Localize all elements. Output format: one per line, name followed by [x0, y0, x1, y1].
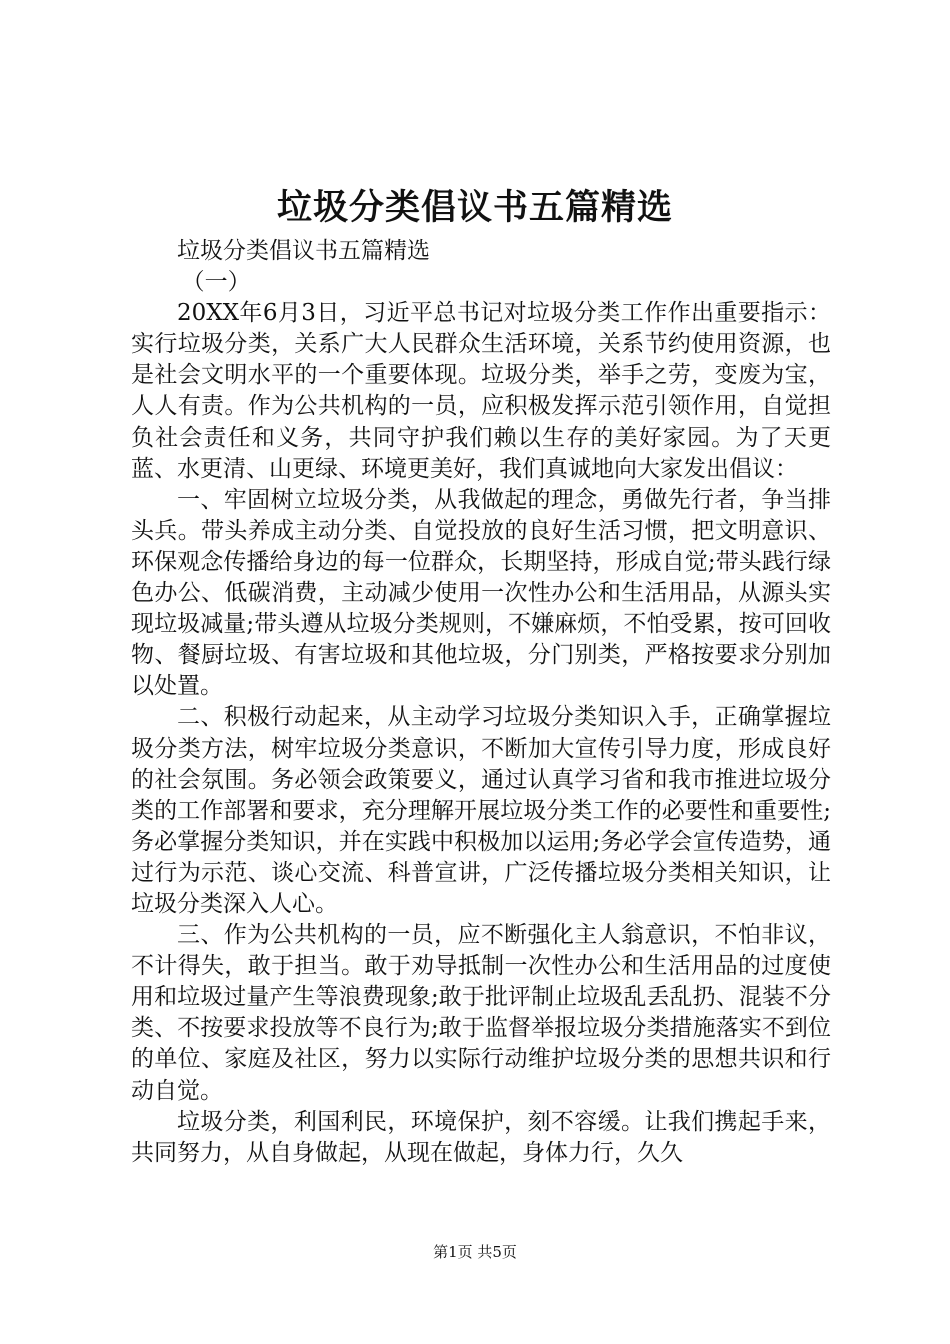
page-footer: 第1页 共5页	[433, 1243, 517, 1261]
body-paragraph-closing: 垃圾分类，利国利民，环境保护，刻不容缓。让我们携起手来，共同努力，从自身做起，从现在做起，身体力行，久久	[131, 1108, 831, 1166]
body-paragraph-2: 二、积极行动起来，从主动学习垃圾分类知识入手，正确掌握垃圾分类方法，树牢垃圾分类意识，不断加大宣传引导力度，形成良好的社会氛围。务必领会政策要义，通过认真学习省和我市推进垃圾分类的工作部署和要求，充分理解开展垃圾分类工作的必要性和重要性;务必掌握分类知识，并在实践中积极加以运用;务必学会宣传造势，通过行为示范、谈心交流、科普宣讲，广泛传播垃圾分类相关知识，让垃圾分类深入人心。	[131, 704, 831, 917]
body-paragraph-3: 三、作为公共机构的一员，应不断强化主人翁意识，不怕非议，不计得失，敢于担当。敢于劝导抵制一次性办公和生活用品的过度使用和垃圾过量产生等浪费现象;敢于批评制止垃圾乱丢乱扔、混装不分类、不按要求投放等不良行为;敢于监督举报垃圾分类措施落实不到位的单位、家庭及社区，努力以实际行动维护垃圾分类的思想共识和行动自觉。	[131, 922, 831, 1104]
document-title: 垃圾分类倡议书五篇精选	[276, 187, 673, 228]
document-body	[131, 236, 831, 1169]
section-number: （一）	[181, 269, 251, 296]
subtitle-paragraph: 垃圾分类倡议书五篇精选	[177, 238, 430, 264]
body-paragraph-1: 一、牢固树立垃圾分类，从我做起的理念，勇做先行者，争当排头兵。带头养成主动分类、自觉投放的良好生活习惯，把文明意识、环保观念传播给身边的每一位群众，长期坚持，形成自觉;带头践行绿色办公、低碳消费，主动减少使用一次性办公和生活用品，从源头实现垃圾减量;带头遵从垃圾分类规则，不嫌麻烦，不怕受累，按可回收物、餐厨垃圾、有害垃圾和其他垃圾，分门别类，严格按要求分别加以处置。	[131, 486, 831, 700]
body-paragraph-intro: 20XX年6月3日，习近平总书记对垃圾分类工作作出重要指示：实行垃圾分类，关系广大人民群众生活环境，关系节约使用资源，也是社会文明水平的一个重要体现。垃圾分类，举手之劳，变废为宝，人人有责。作为公共机构的一员，应积极发挥示范引领作用，自觉担负社会责任和义务，共同守护我们赖以生存的美好家园。为了天更蓝、水更清、山更绿、环境更美好，我们真诚地向大家发出倡议：	[131, 300, 831, 482]
